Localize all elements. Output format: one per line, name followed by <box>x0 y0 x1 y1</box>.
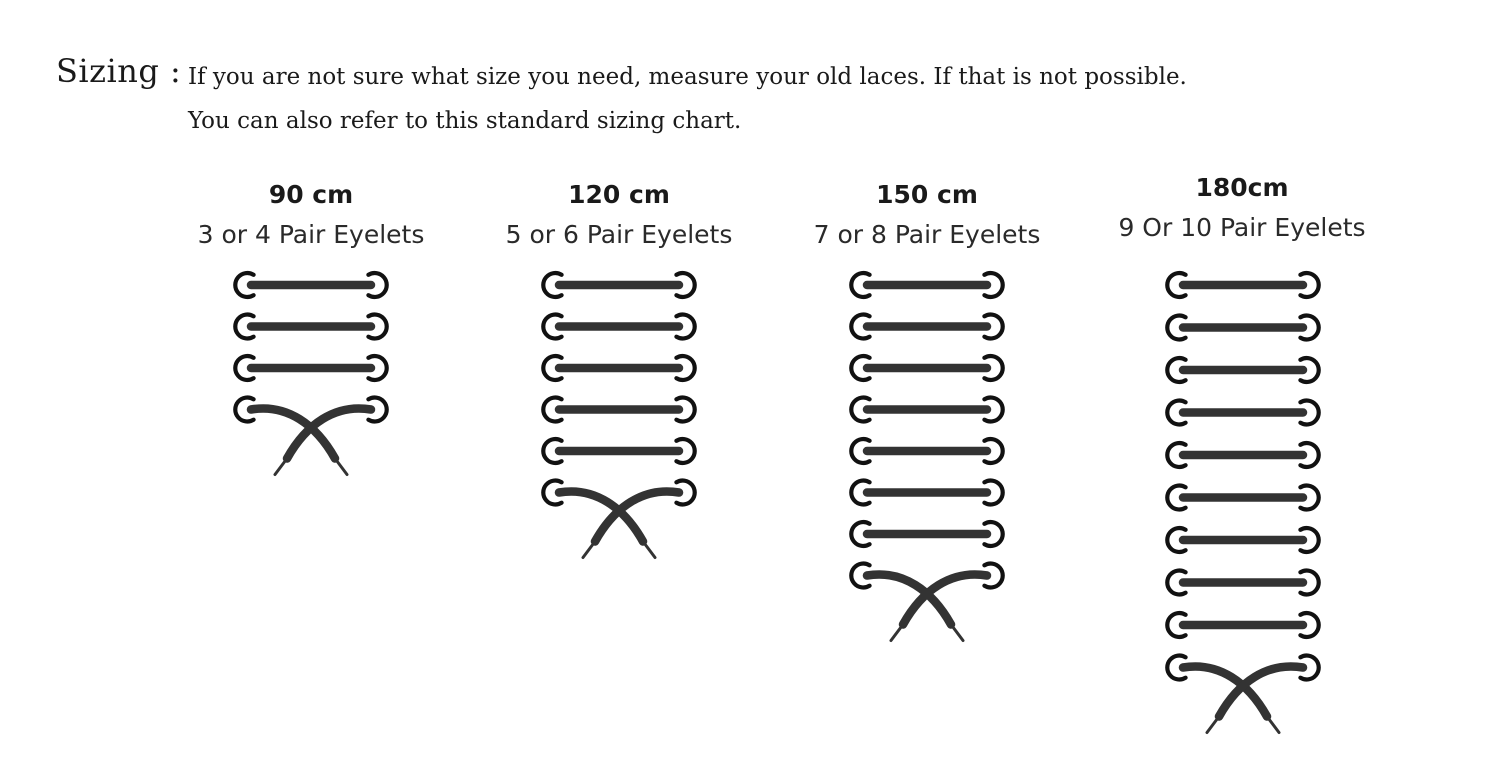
size-length-label: 90 cm <box>268 180 354 209</box>
size-length-label: 120 cm <box>568 180 670 209</box>
sizing-instructions-line-1: If you are not sure what size you need, measure your old laces. If that is not possible. <box>188 64 1187 90</box>
size-eyelets-label: 7 or 8 Pair Eyelets <box>813 220 1041 249</box>
sizing-instructions-line-2: You can also refer to this standard sizing chart. <box>188 108 742 134</box>
lacing-diagram-2 <box>851 273 1002 641</box>
sizing-label: Sizing : <box>56 52 182 90</box>
size-eyelets-label: 3 or 4 Pair Eyelets <box>197 220 425 249</box>
lacing-diagram-0 <box>235 273 386 475</box>
aglet-tip <box>1267 717 1279 733</box>
aglet-tip <box>583 542 595 558</box>
aglet-tip <box>643 542 655 558</box>
size-length-label: 150 cm <box>876 180 978 209</box>
aglet-tip <box>275 459 287 475</box>
size-length-label: 180cm <box>1195 173 1289 202</box>
size-eyelets-label: 5 or 6 Pair Eyelets <box>505 220 733 249</box>
lacing-diagram-3 <box>1167 273 1318 733</box>
aglet-tip <box>335 459 347 475</box>
size-eyelets-label: 9 Or 10 Pair Eyelets <box>1118 213 1366 242</box>
aglet-tip <box>891 625 903 641</box>
aglet-tip <box>1207 717 1219 733</box>
aglet-tip <box>951 625 963 641</box>
lacing-diagram-1 <box>543 273 694 558</box>
